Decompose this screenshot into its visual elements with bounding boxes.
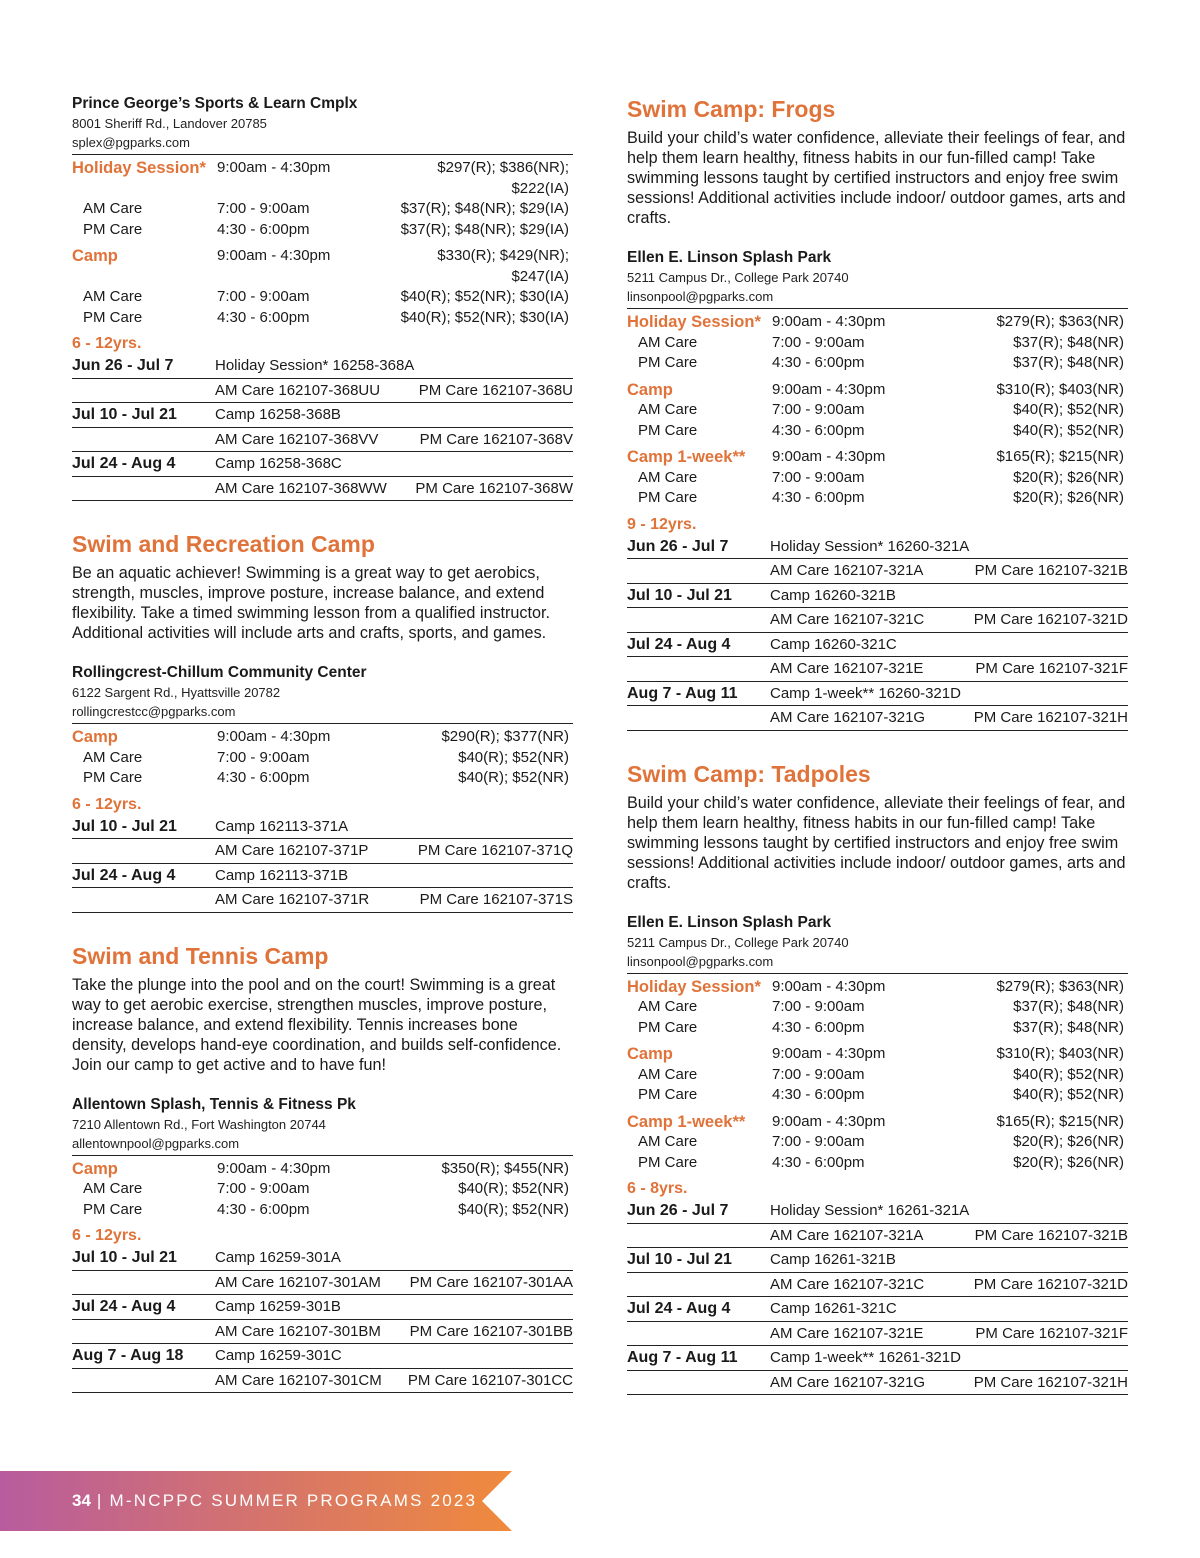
schedule-date: Jul 24 - Aug 4 <box>72 866 176 884</box>
fee-sub-label: AM Care <box>638 468 698 486</box>
schedule-row <box>627 633 1128 658</box>
schedule-pm-care: PM Care 162107-321D <box>973 1275 1128 1293</box>
fee-time: 9:00am - 4:30pm <box>772 977 886 995</box>
schedule-care-row <box>627 1224 1128 1249</box>
section-description: Build your child’s water confidence, alleviate their feelings of fear, and help them learn healthy, fitness habits in our fun-filled camp! Take swimming lessons taught by certified instructors and enjoy free swim sessions! Additional activities include indoor/ outdoor games, arts and crafts. <box>627 793 1126 892</box>
fee-table <box>627 977 1128 1174</box>
fee-group <box>72 727 573 789</box>
schedule-date: Jul 10 - Jul 21 <box>627 1251 732 1268</box>
schedule-row <box>627 682 1128 707</box>
fee-subrow <box>72 1200 573 1221</box>
fee-sub-time: 7:00 - 9:00am <box>772 333 865 351</box>
fee-sub-price: $20(R); $26(NR) <box>1013 1153 1124 1171</box>
fee-row <box>627 380 1128 401</box>
schedule-program: Holiday Session* 16260-321A <box>770 537 970 555</box>
schedule-am-care: AM Care 162107-321C <box>770 611 925 628</box>
schedule-pm-care: PM Care 162107-321D <box>973 611 1128 628</box>
schedule-row <box>627 1346 1128 1371</box>
sports-learn-section <box>72 94 573 501</box>
fee-subrow <box>72 1179 573 1200</box>
schedule-row <box>72 815 573 840</box>
fee-label: Holiday Session* <box>72 159 206 177</box>
fee-subrow <box>72 287 573 308</box>
schedule-program: Holiday Session* 16258-368A <box>215 357 415 374</box>
fee-sub-price: $40(R); $52(NR) <box>458 1180 569 1197</box>
schedule-date-blank <box>72 1271 215 1295</box>
schedule-table <box>72 1246 573 1393</box>
schedule-date-blank <box>72 888 215 912</box>
section-description: Be an aquatic achiever! Swimming is a great way to get aerobics, strength, muscles, improve posture, increase balance, and extend flexibility. Take a timed swimming lesson from a qualified instructor. Additional activities will include arts and crafts, sports, and games. <box>72 564 551 642</box>
age-range: 9 - 12yrs. <box>627 515 697 533</box>
fee-sub-label: PM Care <box>638 1086 698 1103</box>
schedule-date-blank <box>72 839 215 863</box>
schedule-am-care: AM Care 162107-371R <box>215 891 370 908</box>
fee-time: 9:00am - 4:30pm <box>772 1045 886 1062</box>
schedule-row <box>72 864 573 889</box>
schedule-am-care: AM Care 162107-371P <box>215 842 369 859</box>
fee-group <box>627 312 1128 374</box>
schedule-program: Camp 1-week** 16261-321D <box>770 1349 961 1366</box>
fee-price: $330(R); $429(NR); $247(IA) <box>437 247 569 285</box>
fee-sub-time: 7:00 - 9:00am <box>772 468 865 486</box>
fee-sub-price: $20(R); $26(NR) <box>1013 489 1124 506</box>
fee-label: Camp <box>72 247 118 265</box>
schedule-care-row <box>627 706 1128 731</box>
fee-sub-label: AM Care <box>83 1180 143 1197</box>
fee-sub-time: 4:30 - 6:00pm <box>772 489 865 506</box>
schedule-row <box>627 584 1128 609</box>
schedule-care-row <box>627 1273 1128 1298</box>
location-name: Allentown Splash, Tennis & Fitness Pk <box>72 1095 356 1113</box>
schedule-row <box>72 403 573 428</box>
fee-sub-price: $20(R); $26(NR) <box>1013 468 1124 486</box>
schedule-am-care: AM Care 162107-321A <box>770 562 924 579</box>
schedule-program: Camp 16259-301C <box>215 1347 342 1364</box>
location-address: 7210 Allentown Rd., Fort Washington 20744 <box>72 1116 326 1132</box>
fee-sub-price: $40(R); $52(NR) <box>1013 421 1124 439</box>
location-address: 6122 Sargent Rd., Hyattsville 20782 <box>72 685 281 700</box>
fee-group <box>72 246 573 328</box>
schedule-pm-care: PM Care 162107-371Q <box>417 842 573 859</box>
fee-label: Camp <box>72 728 118 746</box>
location-block <box>627 248 1128 309</box>
schedule-table <box>627 1199 1128 1395</box>
schedule-care-row <box>72 1320 573 1345</box>
fee-row <box>72 1159 573 1180</box>
fee-sub-price: $40(R); $52(NR); $30(IA) <box>400 308 569 326</box>
fee-row <box>627 1112 1128 1133</box>
fee-label: Camp 1-week** <box>627 448 746 466</box>
fee-sub-price: $37(R); $48(NR); $29(IA) <box>400 220 569 238</box>
schedule-date-blank <box>627 1224 770 1248</box>
fee-group <box>627 447 1128 509</box>
schedule-care-row <box>72 888 573 913</box>
fee-subrow <box>72 308 573 329</box>
schedule-row <box>627 535 1128 560</box>
schedule-program: Camp 162113-371B <box>215 866 349 884</box>
schedule-am-care: AM Care 162107-301BM <box>215 1322 381 1340</box>
fee-subrow <box>627 1153 1128 1174</box>
fee-sub-time: 4:30 - 6:00pm <box>772 354 865 371</box>
fee-sub-label: PM Care <box>638 489 698 506</box>
fee-sub-time: 4:30 - 6:00pm <box>772 421 865 439</box>
fee-sub-time: 7:00 - 9:00am <box>217 200 310 217</box>
schedule-date: Jun 26 - Jul 7 <box>627 537 729 555</box>
schedule-am-care: AM Care 162107-321G <box>770 709 926 726</box>
schedule-program: Camp 16260-321C <box>770 635 897 653</box>
fee-group <box>627 977 1128 1039</box>
fee-sub-price: $37(R); $48(NR) <box>1013 1018 1124 1036</box>
fee-row <box>627 312 1128 333</box>
fee-sub-label: PM Care <box>638 354 698 371</box>
schedule-program: Camp 162113-371A <box>215 817 349 835</box>
fee-table <box>72 727 573 789</box>
fee-sub-price: $37(R); $48(NR) <box>1013 333 1124 351</box>
fee-sub-label: PM Care <box>83 220 143 238</box>
fee-row <box>72 158 573 199</box>
fee-label: Holiday Session* <box>627 977 761 996</box>
schedule-date: Jul 24 - Aug 4 <box>72 455 176 472</box>
fee-price: $350(R); $455(NR) <box>441 1159 569 1177</box>
schedule-date-blank <box>72 428 215 452</box>
fee-sub-time: 4:30 - 6:00pm <box>772 1153 865 1171</box>
schedule-date-blank <box>72 1369 215 1393</box>
schedule-date-blank <box>72 1320 215 1344</box>
fee-table <box>72 158 573 328</box>
schedule-date-blank <box>627 706 770 730</box>
fee-subrow <box>627 1132 1128 1153</box>
fee-label: Camp <box>627 380 673 399</box>
age-range: 6 - 12yrs. <box>72 335 142 352</box>
location-address: 5211 Campus Dr., College Park 20740 <box>627 934 849 950</box>
schedule-date-blank <box>627 1322 770 1346</box>
location-name: Ellen E. Linson Splash Park <box>627 249 832 266</box>
fee-sub-label: PM Care <box>638 1018 698 1036</box>
schedule-date-blank <box>627 1371 770 1395</box>
schedule-date: Aug 7 - Aug 11 <box>627 1349 738 1366</box>
fee-subrow <box>627 488 1128 509</box>
left-column <box>72 94 573 1421</box>
schedule-date-blank <box>627 559 770 583</box>
fee-row <box>627 447 1128 468</box>
section-title: Swim Camp: Tadpoles <box>627 760 871 787</box>
section-description: Build your child’s water confidence, alleviate their feelings of fear, and help them learn healthy, fitness habits in our fun-filled camp! Take swimming lessons taught by certified instructors and enjoy free swim sessions! Additional activities include indoor/ outdoor games, arts and crafts. <box>627 129 1126 227</box>
fee-sub-label: AM Care <box>638 1065 698 1083</box>
schedule-date-blank <box>627 1273 770 1297</box>
fee-sub-label: AM Care <box>638 998 698 1015</box>
fee-sub-price: $40(R); $52(NR); $30(IA) <box>400 288 569 305</box>
schedule-program: Camp 16258-368B <box>215 406 341 423</box>
fee-sub-price: $40(R); $52(NR) <box>1013 401 1124 418</box>
location-email[interactable]: linsonpool@pgparks.com <box>627 952 1128 974</box>
fee-price: $310(R); $403(NR) <box>996 380 1124 398</box>
schedule-am-care: AM Care 162107-321C <box>770 1275 925 1293</box>
fee-time: 9:00am - 4:30pm <box>217 728 331 745</box>
schedule-row <box>72 354 573 379</box>
fee-sub-time: 4:30 - 6:00pm <box>772 1018 865 1036</box>
page-number: 34 <box>72 1491 91 1510</box>
fee-price: $297(R); $386(NR); $222(IA) <box>437 159 569 197</box>
fee-subrow <box>627 1065 1128 1086</box>
fee-sub-time: 4:30 - 6:00pm <box>217 769 310 786</box>
location-block <box>72 663 573 724</box>
fee-row <box>72 727 573 748</box>
swim-recreation-section <box>72 529 573 913</box>
fee-sub-time: 7:00 - 9:00am <box>772 401 865 418</box>
schedule-date: Aug 7 - Aug 18 <box>72 1347 184 1364</box>
schedule-table <box>72 815 573 913</box>
schedule-am-care: AM Care 162107-301CM <box>215 1371 382 1389</box>
fee-sub-label: PM Care <box>83 308 143 326</box>
fee-price: $290(R); $377(NR) <box>441 728 569 745</box>
schedule-date: Jul 10 - Jul 21 <box>72 1249 177 1266</box>
schedule-care-row <box>627 657 1128 682</box>
schedule-pm-care: PM Care 162107-321H <box>973 1373 1128 1391</box>
schedule-pm-care: PM Care 162107-301AA <box>409 1273 573 1291</box>
location-block <box>72 1095 573 1156</box>
fee-sub-label: PM Care <box>638 1153 698 1171</box>
schedule-program: Camp 1-week** 16260-321D <box>770 684 961 702</box>
fee-sub-time: 7:00 - 9:00am <box>772 1065 865 1083</box>
schedule-table <box>627 535 1128 731</box>
fee-subrow <box>627 1018 1128 1039</box>
schedule-row <box>627 1248 1128 1273</box>
schedule-date: Jul 10 - Jul 21 <box>627 586 732 604</box>
age-range: 6 - 12yrs. <box>72 795 142 813</box>
fee-price: $165(R); $215(NR) <box>996 1112 1124 1130</box>
schedule-pm-care: PM Care 162107-321H <box>973 709 1128 726</box>
fee-subrow <box>627 353 1128 374</box>
schedule-program: Camp 16261-321C <box>770 1300 897 1317</box>
fee-sub-time: 7:00 - 9:00am <box>217 1180 310 1197</box>
fee-sub-price: $40(R); $52(NR) <box>458 1200 569 1218</box>
location-email[interactable]: rollingcrestcc@pgparks.com <box>72 702 573 724</box>
location-email[interactable]: linsonpool@pgparks.com <box>627 287 1128 309</box>
fee-sub-price: $40(R); $52(NR) <box>458 769 569 786</box>
page-footer <box>0 1471 512 1531</box>
schedule-program: Camp 16260-321B <box>770 586 896 604</box>
schedule-row <box>627 1297 1128 1322</box>
swim-tadpoles-section <box>627 759 1128 1396</box>
fee-row <box>72 246 573 287</box>
schedule-pm-care: PM Care 162107-301CC <box>407 1371 573 1389</box>
fee-label: Holiday Session* <box>627 313 761 331</box>
fee-sub-price: $40(R); $52(NR) <box>458 748 569 766</box>
fee-time: 9:00am - 4:30pm <box>217 159 331 176</box>
location-address: 8001 Sheriff Rd., Landover 20785 <box>72 116 267 131</box>
fee-subrow <box>627 997 1128 1018</box>
schedule-pm-care: PM Care 162107-321F <box>975 1324 1128 1342</box>
schedule-care-row <box>72 1271 573 1296</box>
schedule-care-row <box>627 1371 1128 1396</box>
fee-sub-label: AM Care <box>638 401 698 418</box>
fee-sub-price: $40(R); $52(NR) <box>1013 1086 1124 1103</box>
fee-time: 9:00am - 4:30pm <box>772 380 886 398</box>
fee-subrow <box>72 199 573 220</box>
fee-sub-time: 7:00 - 9:00am <box>217 288 310 305</box>
schedule-care-row <box>72 428 573 453</box>
fee-time: 9:00am - 4:30pm <box>772 448 886 465</box>
fee-price: $310(R); $403(NR) <box>996 1045 1124 1062</box>
fee-table <box>627 312 1128 509</box>
schedule-program: Camp 16259-301A <box>215 1249 341 1266</box>
fee-sub-price: $37(R); $48(NR); $29(IA) <box>400 200 569 217</box>
schedule-program: Camp 16259-301B <box>215 1298 341 1315</box>
fee-table <box>72 1159 573 1221</box>
age-range: 6 - 12yrs. <box>72 1227 142 1244</box>
schedule-am-care: AM Care 162107-368WW <box>215 479 387 497</box>
schedule-care-row <box>627 608 1128 633</box>
location-name: Rollingcrest-Chillum Community Center <box>72 664 367 681</box>
fee-group <box>72 1159 573 1221</box>
schedule-am-care: AM Care 162107-368UU <box>215 381 381 399</box>
publication-title: M-NCPPC SUMMER PROGRAMS 2023 <box>109 1491 478 1510</box>
schedule-date-blank <box>72 379 215 403</box>
fee-subrow <box>627 468 1128 489</box>
fee-subrow <box>627 1085 1128 1106</box>
schedule-date: Aug 7 - Aug 11 <box>627 684 738 702</box>
fee-sub-price: $37(R); $48(NR) <box>1013 354 1124 371</box>
fee-group <box>72 158 573 240</box>
fee-sub-time: 4:30 - 6:00pm <box>217 220 310 238</box>
schedule-table <box>72 354 573 501</box>
fee-label: Camp 1-week** <box>627 1112 746 1131</box>
fee-group <box>627 380 1128 442</box>
schedule-care-row <box>72 477 573 502</box>
swim-tennis-section <box>72 941 573 1394</box>
schedule-am-care: AM Care 162107-301AM <box>215 1273 381 1291</box>
section-title: Swim and Recreation Camp <box>72 531 375 557</box>
schedule-pm-care: PM Care 162107-301BB <box>409 1322 573 1340</box>
fee-sub-price: $40(R); $52(NR) <box>1013 1065 1124 1083</box>
schedule-row <box>72 1295 573 1320</box>
location-name: Ellen E. Linson Splash Park <box>627 913 832 931</box>
fee-sub-time: 7:00 - 9:00am <box>772 1133 865 1150</box>
schedule-date: Jun 26 - Jul 7 <box>72 357 174 374</box>
schedule-row <box>72 1344 573 1369</box>
schedule-date: Jun 26 - Jul 7 <box>627 1202 729 1219</box>
schedule-date: Jul 24 - Aug 4 <box>627 1300 731 1317</box>
fee-price: $279(R); $363(NR) <box>996 313 1124 330</box>
fee-row <box>627 1044 1128 1065</box>
fee-subrow <box>627 421 1128 442</box>
schedule-am-care: AM Care 162107-321G <box>770 1373 926 1391</box>
schedule-date: Jul 10 - Jul 21 <box>72 406 177 423</box>
schedule-pm-care: PM Care 162107-368W <box>415 479 573 497</box>
section-description: Take the plunge into the pool and on the court! Swimming is a great way to get aerobic exercise, strengthen muscles, improve posture, increase balance, and extend flexibility. Tennis increases bone density, develops hand-eye coordination, and builds self-confidence. Join our camp to get active and to have fun! <box>72 975 562 1074</box>
fee-row <box>627 977 1128 998</box>
age-range: 6 - 8yrs. <box>627 1180 688 1197</box>
schedule-am-care: AM Care 162107-368VV <box>215 430 379 448</box>
location-block <box>627 913 1128 974</box>
schedule-program: Camp 16261-321B <box>770 1251 896 1268</box>
fee-sub-time: 7:00 - 9:00am <box>217 748 310 766</box>
fee-time: 9:00am - 4:30pm <box>217 247 331 264</box>
schedule-pm-care: PM Care 162107-321B <box>974 562 1128 579</box>
fee-group <box>627 1044 1128 1106</box>
schedule-pm-care: PM Care 162107-321F <box>975 660 1128 677</box>
fee-subrow <box>72 768 573 789</box>
fee-sub-price: $37(R); $48(NR) <box>1013 998 1124 1015</box>
schedule-care-row <box>72 839 573 864</box>
footer-text <box>72 1490 477 1512</box>
schedule-date-blank <box>627 608 770 632</box>
location-address: 5211 Campus Dr., College Park 20740 <box>627 270 849 285</box>
fee-sub-label: PM Care <box>83 769 143 786</box>
fee-sub-time: 4:30 - 6:00pm <box>772 1086 865 1103</box>
schedule-row <box>72 452 573 477</box>
schedule-date: Jul 10 - Jul 21 <box>72 817 177 835</box>
section-title: Swim Camp: Frogs <box>627 96 836 122</box>
fee-subrow <box>72 220 573 241</box>
fee-subrow <box>72 748 573 769</box>
schedule-date-blank <box>72 477 215 501</box>
fee-sub-time: 7:00 - 9:00am <box>772 998 865 1015</box>
fee-sub-label: AM Care <box>83 748 143 766</box>
fee-price: $165(R); $215(NR) <box>996 448 1124 465</box>
location-block <box>72 94 573 155</box>
fee-sub-label: PM Care <box>638 421 698 439</box>
schedule-pm-care: PM Care 162107-368V <box>419 430 573 448</box>
schedule-am-care: AM Care 162107-321A <box>770 1226 924 1244</box>
fee-sub-time: 4:30 - 6:00pm <box>217 1200 310 1218</box>
schedule-care-row <box>627 1322 1128 1347</box>
schedule-pm-care: PM Care 162107-371S <box>419 891 573 908</box>
schedule-row <box>627 1199 1128 1224</box>
schedule-program: Camp 16258-368C <box>215 455 342 472</box>
fee-time: 9:00am - 4:30pm <box>772 1112 886 1130</box>
schedule-pm-care: PM Care 162107-368U <box>418 381 573 399</box>
schedule-am-care: AM Care 162107-321E <box>770 660 924 677</box>
fee-label: Camp <box>72 1159 118 1178</box>
fee-price: $279(R); $363(NR) <box>996 977 1124 995</box>
location-email[interactable]: splex@pgparks.com <box>72 133 573 155</box>
fee-sub-label: PM Care <box>83 1200 143 1218</box>
swim-frogs-section <box>627 94 1128 731</box>
right-column <box>627 94 1128 1423</box>
schedule-care-row <box>72 1369 573 1394</box>
fee-time: 9:00am - 4:30pm <box>217 1159 331 1177</box>
schedule-pm-care: PM Care 162107-321B <box>974 1226 1128 1244</box>
fee-label: Camp <box>627 1045 673 1063</box>
fee-sub-label: AM Care <box>83 288 143 305</box>
schedule-date: Jul 24 - Aug 4 <box>627 635 731 653</box>
footer-separator: | <box>96 1491 104 1510</box>
section-title: Swim and Tennis Camp <box>72 942 329 969</box>
schedule-date: Jul 24 - Aug 4 <box>72 1298 176 1315</box>
fee-group <box>627 1112 1128 1174</box>
fee-sub-time: 4:30 - 6:00pm <box>217 308 310 326</box>
fee-sub-price: $20(R); $26(NR) <box>1013 1133 1124 1150</box>
location-name: Prince George’s Sports & Learn Cmplx <box>72 95 358 112</box>
fee-time: 9:00am - 4:30pm <box>772 313 886 330</box>
fee-sub-label: AM Care <box>638 333 698 351</box>
schedule-care-row <box>72 379 573 404</box>
fee-sub-label: AM Care <box>83 200 143 217</box>
location-email[interactable]: allentownpool@pgparks.com <box>72 1134 573 1156</box>
schedule-program: Holiday Session* 16261-321A <box>770 1202 970 1219</box>
schedule-date-blank <box>627 657 770 681</box>
fee-subrow <box>627 333 1128 354</box>
schedule-am-care: AM Care 162107-321E <box>770 1324 924 1342</box>
schedule-row <box>72 1246 573 1271</box>
fee-sub-label: AM Care <box>638 1133 698 1150</box>
fee-subrow <box>627 400 1128 421</box>
schedule-care-row <box>627 559 1128 584</box>
